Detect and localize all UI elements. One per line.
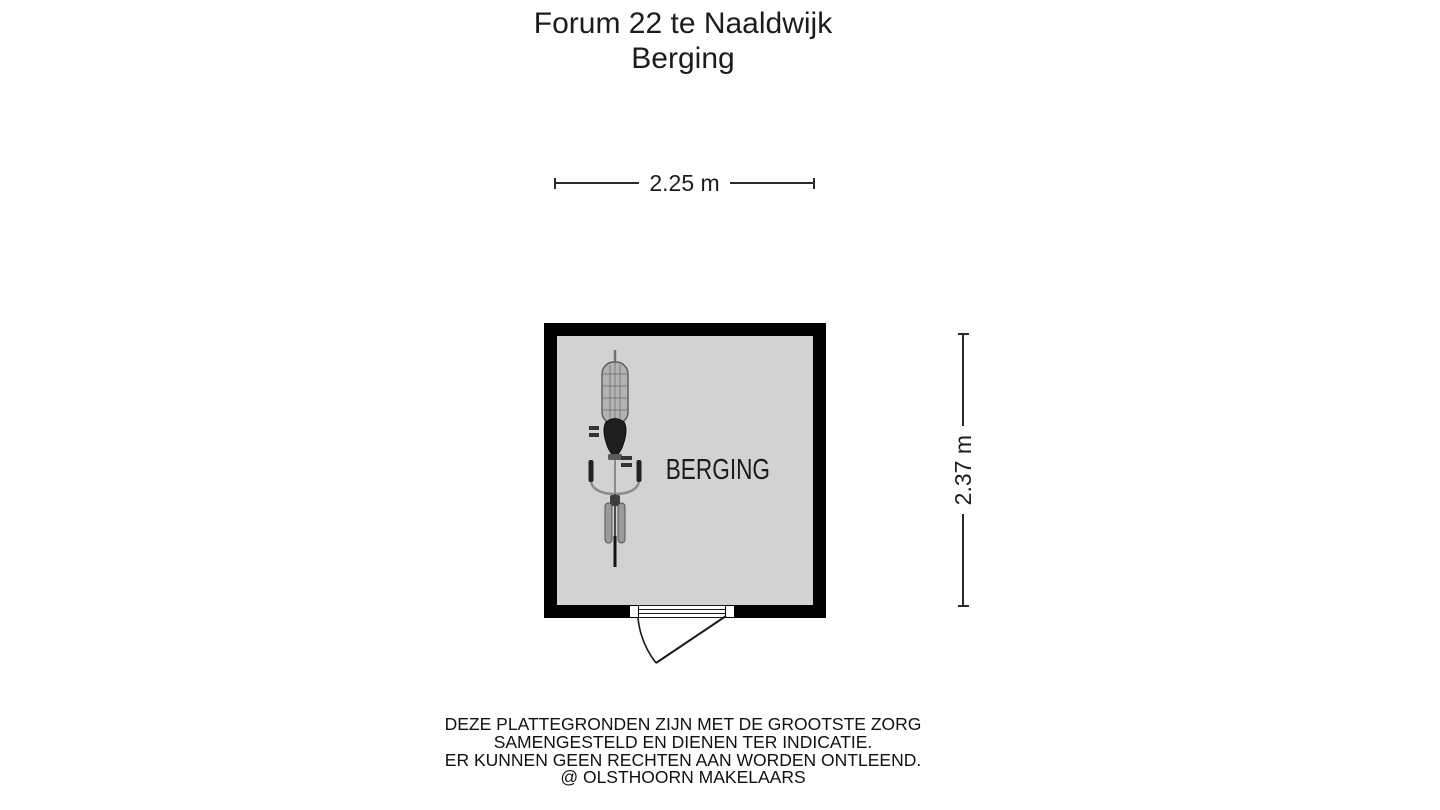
disclaimer-line1: DEZE PLATTEGRONDEN ZIJN MET DE GROOTSTE ZORG <box>444 714 922 734</box>
disclaimer-line2: SAMENGESTELD EN DIENEN TER INDICATIE. <box>493 731 873 752</box>
dimension-line-right <box>730 182 813 184</box>
dimension-line-top <box>962 335 964 426</box>
dimension-line-bottom <box>962 514 964 605</box>
bicycle-icon <box>585 348 645 570</box>
dimension-tick-right <box>813 178 815 189</box>
disclaimer <box>0 716 1366 787</box>
width-dimension <box>554 169 815 196</box>
disclaimer-line4: @ OLSTHOORN MAKELAARS <box>560 767 806 788</box>
page-title-line1: Forum 22 te Naaldwijk <box>533 7 833 40</box>
room-label: BERGING <box>665 454 771 486</box>
page-title-line2: Berging <box>631 42 735 75</box>
width-dimension-label: 2.25 m <box>649 169 720 196</box>
dimension-tick-bottom <box>958 605 969 607</box>
door-swing-icon <box>544 610 826 680</box>
height-dimension-label: 2.37 m <box>949 434 976 506</box>
dimension-line-left <box>556 182 639 184</box>
disclaimer-line3: ER KUNNEN GEEN RECHTEN AAN WORDEN ONTLEEND. <box>444 749 922 770</box>
page-title <box>0 6 1366 76</box>
height-dimension <box>949 333 976 607</box>
